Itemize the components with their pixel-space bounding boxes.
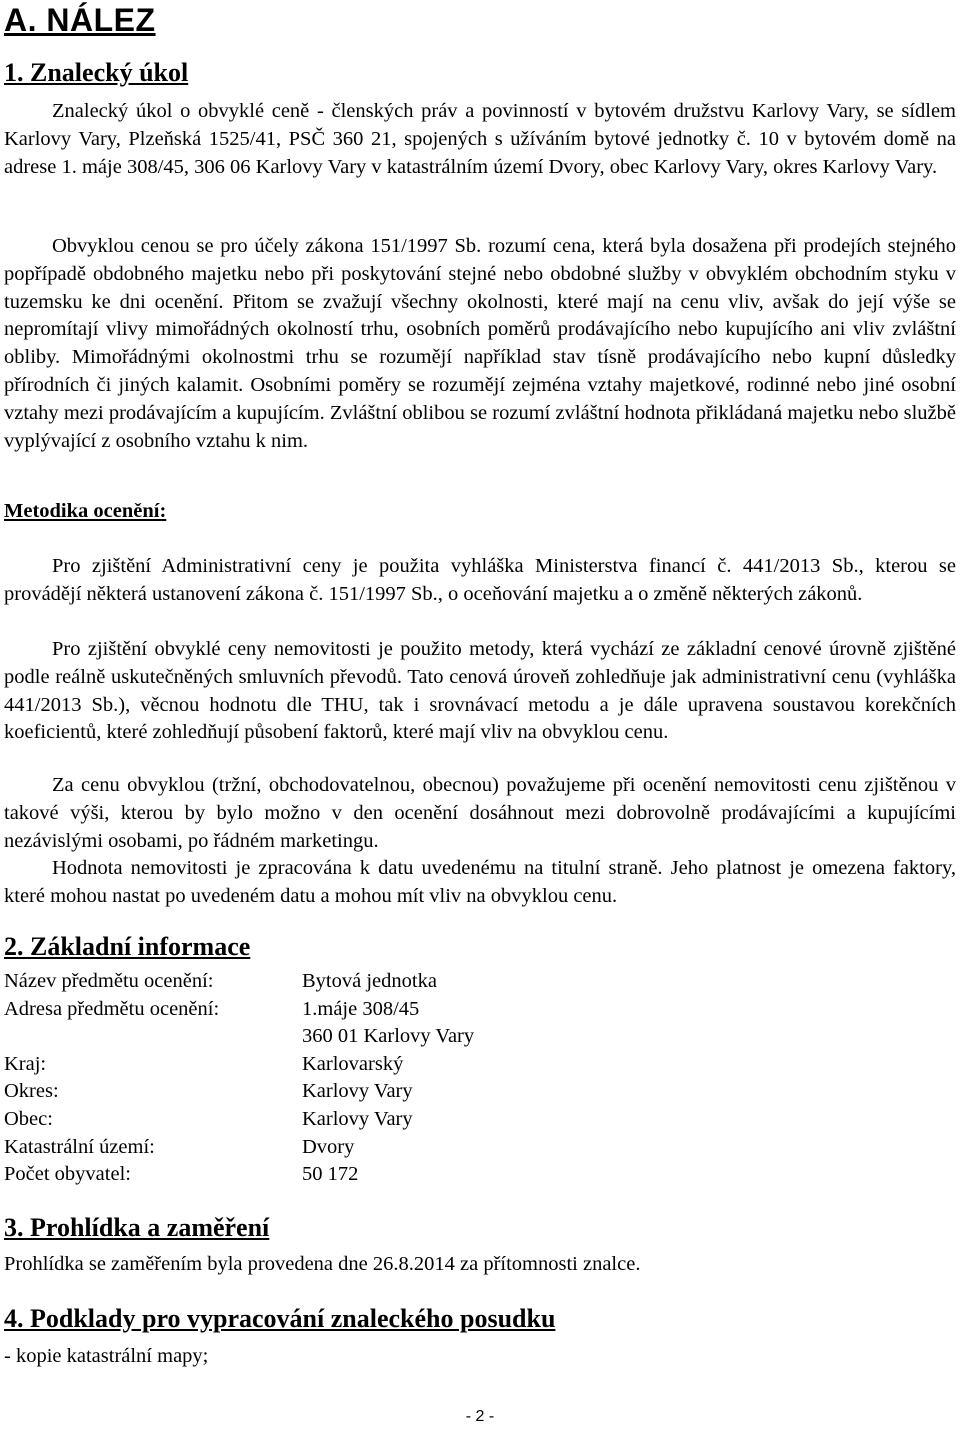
section-3-text: Prohlídka se zaměřením byla provedena dne 26.8.2014 za přítomnosti znalce. xyxy=(4,1253,641,1275)
section-4-title: 4. Podklady pro vypracování znaleckého posudku xyxy=(4,1304,556,1333)
info-row xyxy=(4,1078,704,1106)
info-key: Počet obyvatel: xyxy=(4,1163,131,1186)
info-value: Karlovarský xyxy=(302,1052,404,1075)
methodology-paragraph-2: Pro zjištění obvyklé ceny nemovitosti je použito metody, která vychází ze základní cenové úrovně zjištěné podle reálně uskutečněných smluvních převodů. Tato cenová úroveň zohledňuje jak administrativní cenu (vyhláška 441/2013 Sb.), věcnou hodnotu dle THU, tak i srovnávací metodu a je dále upravena soustavou korekčních koeficientů, které zohledňují působení faktorů, které mají vliv na obvyklou cenu. xyxy=(4,638,956,744)
methodology-label: Metodika ocenění: xyxy=(4,500,167,522)
info-value: Bytová jednotka xyxy=(302,970,437,992)
info-row xyxy=(4,1161,704,1189)
info-row xyxy=(4,996,704,1024)
section-1-paragraph-2: Obvyklou cenou se pro účely zákona 151/1997 Sb. rozumí cena, která byla dosažena při prodejích stejného popřípadě obdobného majetku nebo při poskytování stejné nebo obdobné služby v obvyklém obchodním styku v tuzemsku ke dni ocenění. Přitom se zvažují všechny okolnosti, které mají na cenu vliv, avšak do její výše se nepromítají vlivy mimořádných okolností trhu, osobních poměrů prodávajícího nebo kupujícího ani vliv zvláštní obliby. Mimořádnými okolnostmi trhu se rozumějí například stav tísně prodávajícího nebo kupní důsledky přírodních či jiných kalamit. Osobními poměry se rozumějí zejména vztahy majetkové, rodinné nebo jiné osobní vztahy mezi prodávajícím a kupujícím. Zvláštní oblibou se rozumí zvláštní hodnota přikládaná majetku nebo službě vyplývající z osobního vztahu k nim. xyxy=(4,235,956,452)
info-key: Okres: xyxy=(4,1080,59,1103)
info-value: 360 01 Karlovy Vary xyxy=(302,1025,475,1048)
info-key: Obec: xyxy=(4,1107,53,1130)
info-row xyxy=(4,1106,704,1134)
info-key xyxy=(4,1023,302,1051)
section-1-paragraph-1: Znalecký úkol o obvyklé ceně - členských práv a povinností v bytovém družstvu Karlovy Vary, se sídlem Karlovy Vary, Plzeňská 1525/41, PSČ 360 21, spojených s užíváním bytové jednotky č. 10 v bytovém domě na adrese 1. máje 308/45, 306 06 Karlovy Vary v katastrálním území Dvory, obec Karlovy Vary, okres Karlovy Vary. xyxy=(4,100,956,178)
section-1-title: 1. Znalecký úkol xyxy=(4,58,189,87)
methodology-paragraph-3: Za cenu obvyklou (tržní, obchodovatelnou, obecnou) považujeme při ocenění nemovitosti cenu zjištěnou v takové výši, kterou by bylo možno v den ocenění dosáhnout mezi dobrovolně prodávajícími a kupujícími nezávislými osobami, po řádném marketingu. xyxy=(4,774,956,852)
info-row xyxy=(4,1134,704,1162)
info-row xyxy=(4,1023,704,1051)
section-4-text: - kopie katastrální mapy; xyxy=(4,1345,209,1367)
info-key: Název předmětu ocenění: xyxy=(4,970,214,992)
info-value: Karlovy Vary xyxy=(302,1080,413,1103)
info-row xyxy=(4,1051,704,1079)
info-value: Dvory xyxy=(302,1135,355,1158)
section-3-title: 3. Prohlídka a zaměření xyxy=(4,1213,270,1242)
info-key: Katastrální území: xyxy=(4,1135,155,1158)
section-2-title: 2. Základní informace xyxy=(4,932,251,961)
methodology-paragraph-4: Hodnota nemovitosti je zpracována k datu uvedenému na titulní straně. Jeho platnost je omezena faktory, které mohou nastat po uvedeném datu a mohou mít vliv na obvyklou cenu. xyxy=(4,857,956,907)
info-value: Karlovy Vary xyxy=(302,1107,413,1130)
info-value: 50 172 xyxy=(302,1163,359,1186)
basic-info-list xyxy=(4,968,704,1189)
page-number: - 2 - xyxy=(465,1408,495,1425)
info-value: 1.máje 308/45 xyxy=(302,997,420,1020)
document-heading: A. NÁLEZ xyxy=(4,2,156,38)
methodology-paragraph-1: Pro zjištění Administrativní ceny je použita vyhláška Ministerstva financí č. 441/2013 Sb., kterou se provádějí některá ustanovení zákona č. 151/1997 Sb., o oceňování majetku a o změně některých zákonů. xyxy=(4,555,956,605)
info-key: Adresa předmětu ocenění: xyxy=(4,997,220,1020)
info-key: Kraj: xyxy=(4,1052,47,1075)
info-row xyxy=(4,968,704,996)
